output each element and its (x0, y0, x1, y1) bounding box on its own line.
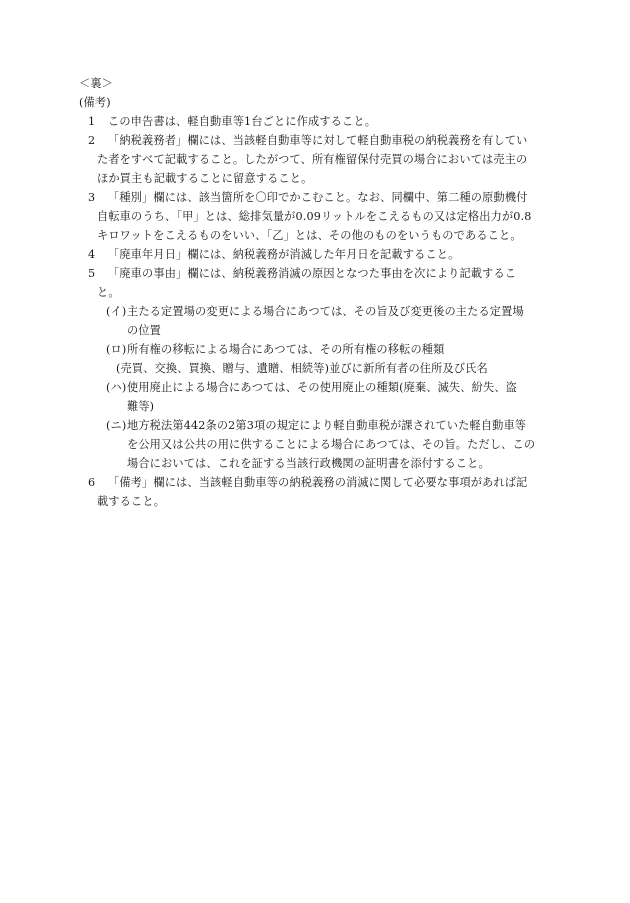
subitem-label: (イ) (106, 305, 127, 318)
remark-continuation: た者をすべて記載すること。したがつて、所有権留保付売買の場合においては売主の (97, 153, 528, 166)
subitem-note: (売買、交換、買換、贈与、遺贈、相続等)並びに新所有者の住所及び氏名 (116, 362, 488, 375)
remark-item-1 (88, 112, 630, 131)
remark-continuation: キロワットをこえるものをいい、「乙」とは、その他のものをいうものであること。 (97, 229, 522, 242)
remark-text: 「廃車の事由」欄には、納税義務消滅の原因となつた事由を次により記載するこ (108, 267, 517, 280)
subitem-label: (ロ) (106, 343, 127, 356)
remark-continuation: 載すること。 (97, 495, 166, 508)
subitem-text: 使用廃止による場合にあつては、その使用廃止の種類(廃棄、滅失、紛失、盗 (127, 381, 517, 394)
subitem-text: 主たる定置場の変更による場合にあつては、その旨及び変更後の主たる定置場 (127, 305, 524, 318)
subitem-ni (106, 416, 630, 435)
remark-item-4 (88, 245, 630, 264)
remark-item-3 (88, 188, 630, 207)
remark-continuation: と。 (97, 286, 120, 299)
subitem-text: 地方税法第442条の2第3項の規定により軽自動車税が課されていた軽自動車等 (127, 419, 527, 432)
remark-item-5 (88, 264, 630, 283)
back-side-label: ＜裏＞ (79, 77, 114, 90)
remark-text: 「廃車年月日」欄には、納税義務が消滅した年月日を記載すること。 (108, 248, 460, 261)
remark-text: 「種別」欄には、該当箇所を〇印でかこむこと。なお、同欄中、第二種の原動機付 (108, 191, 528, 204)
remark-continuation: 自転車のうち、「甲」とは、総排気量が0.09リットルをこえるもの又は定格出力が0.8 (97, 210, 532, 223)
remark-number: 2 (88, 134, 96, 147)
subitem-ro (106, 340, 630, 359)
subitem-continuation: 場合においては、これを証する当該行政機関の証明書を添付すること。 (127, 457, 490, 470)
subitem-label: (ニ) (106, 419, 127, 432)
subitem-text: 所有権の移転による場合にあつては、その所有権の移転の種類 (127, 343, 445, 356)
remark-text: この申告書は、軽自動車等1台ごとに作成すること。 (108, 115, 377, 128)
subitem-i (106, 302, 630, 321)
subitem-ha (106, 378, 630, 397)
subitem-continuation: の位置 (127, 324, 162, 337)
remark-number: 3 (88, 191, 96, 204)
subitem-continuation: 難等) (127, 400, 155, 413)
remark-number: 5 (88, 267, 96, 280)
document-body (0, 74, 630, 511)
remark-number: 1 (88, 115, 96, 128)
subitem-continuation: を公用又は公共の用に供することによる場合にあつては、その旨。ただし、この (127, 438, 536, 451)
subitem-label: (ハ) (106, 381, 127, 394)
remark-continuation: ほか買主も記載することに留意すること。 (97, 172, 313, 185)
remark-item-6 (88, 473, 630, 492)
remarks-heading: (備考) (79, 96, 111, 109)
remark-number: 6 (88, 476, 96, 489)
remark-number: 4 (88, 248, 96, 261)
remark-item-2 (88, 131, 630, 150)
remark-text: 「備考」欄には、当該軽自動車等の納税義務の消滅に関して必要な事項があれば記 (108, 476, 528, 489)
remark-text: 「納税義務者」欄には、当該軽自動車等に対して軽自動車税の納税義務を有してい (108, 134, 528, 147)
